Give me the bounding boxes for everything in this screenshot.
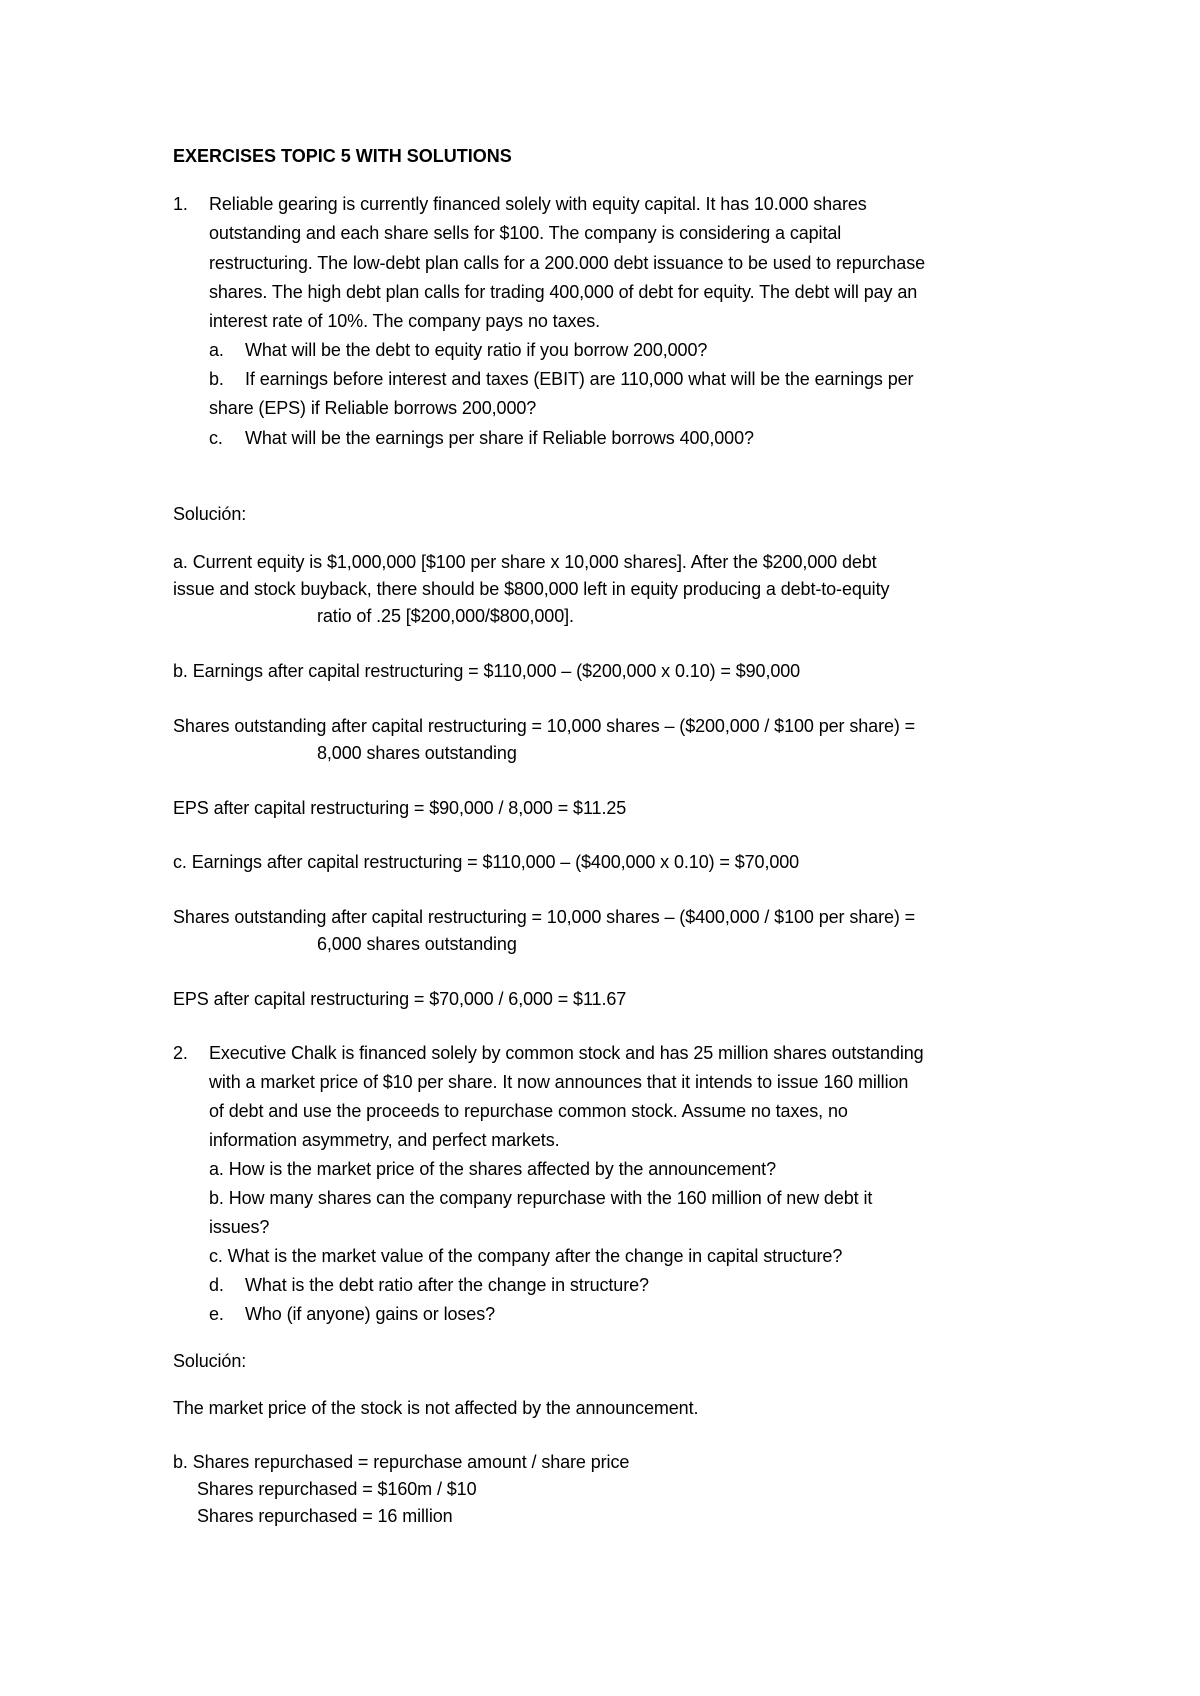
exercise-1-line: outstanding and each share sells for $100. The company is considering a capital <box>209 223 842 243</box>
exercise-1-question-a-letter: a. <box>209 340 224 360</box>
exercise-2-question-e-letter: e. <box>209 1304 224 1324</box>
exercise-2-question-d: What is the debt ratio after the change in structure? <box>245 1275 649 1295</box>
solution-2-line: b. Shares repurchased = repurchase amount / share price <box>173 1452 630 1472</box>
exercise-1-question-b-letter: b. <box>209 369 224 389</box>
solution-1-line: a. Current equity is $1,000,000 [$100 per share x 10,000 shares]. After the $200,000 debt <box>173 552 877 572</box>
exercise-2-line: information asymmetry, and perfect markets. <box>209 1130 560 1150</box>
exercise-2-question-e: Who (if anyone) gains or loses? <box>245 1304 496 1324</box>
exercise-1-line: Reliable gearing is currently financed solely with equity capital. It has 10.000 shares <box>209 194 867 214</box>
solution-2-line: Shares repurchased = $160m / $10 <box>197 1479 477 1499</box>
solution-1-line: b. Earnings after capital restructuring = $110,000 – ($200,000 x 0.10) = $90,000 <box>173 661 801 681</box>
exercise-1-question-c-letter: c. <box>209 428 223 448</box>
exercise-1-line: shares. The high debt plan calls for trading 400,000 of debt for equity. The debt will pay an <box>209 282 918 302</box>
exercise-2-question-d-letter: d. <box>209 1275 224 1295</box>
solution-2-line: The market price of the stock is not affected by the announcement. <box>173 1398 699 1418</box>
exercise-1-question-b: If earnings before interest and taxes (EBIT) are 110,000 what will be the earnings per <box>245 369 914 389</box>
solution-1-line: 6,000 shares outstanding <box>317 934 517 954</box>
solution-1-line: 8,000 shares outstanding <box>317 743 517 763</box>
exercise-2-question-b: b. How many shares can the company repurchase with the 160 million of new debt it <box>209 1188 873 1208</box>
solution-1-line: c. Earnings after capital restructuring = $110,000 – ($400,000 x 0.10) = $70,000 <box>173 852 800 872</box>
exercise-2-line: of debt and use the proceeds to repurchase common stock. Assume no taxes, no <box>209 1101 848 1121</box>
solution-1-line: EPS after capital restructuring = $90,000 / 8,000 = $11.25 <box>173 798 627 818</box>
solution-1-line: Shares outstanding after capital restructuring = 10,000 shares – ($200,000 / $100 per share) = <box>173 716 916 736</box>
exercise-1-line: interest rate of 10%. The company pays no taxes. <box>209 311 601 331</box>
exercise-1-question-c: What will be the earnings per share if Reliable borrows 400,000? <box>245 428 754 448</box>
exercise-2-line: Executive Chalk is financed solely by common stock and has 25 million shares outstanding <box>209 1043 924 1063</box>
exercise-1-question-b-cont: share (EPS) if Reliable borrows 200,000? <box>209 398 537 418</box>
solution-1-heading: Solución: <box>173 504 247 524</box>
exercise-2-line: with a market price of $10 per share. It now announces that it intends to issue 160 million <box>209 1072 909 1092</box>
exercise-2-question-b-cont: issues? <box>209 1217 270 1237</box>
exercise-1-number: 1. <box>173 194 188 214</box>
exercise-1-line: restructuring. The low-debt plan calls for a 200.000 debt issuance to be used to repurchase <box>209 253 926 273</box>
document-title: EXERCISES TOPIC 5 WITH SOLUTIONS <box>173 146 512 166</box>
exercise-2-question-c: c. What is the market value of the company after the change in capital structure? <box>209 1246 843 1266</box>
exercise-2-number: 2. <box>173 1043 188 1063</box>
solution-1-line: EPS after capital restructuring = $70,000 / 6,000 = $11.67 <box>173 989 627 1009</box>
solution-1-line: Shares outstanding after capital restructuring = 10,000 shares – ($400,000 / $100 per share) = <box>173 907 916 927</box>
solution-2-line: Shares repurchased = 16 million <box>197 1506 453 1526</box>
exercise-2-question-a: a. How is the market price of the shares affected by the announcement? <box>209 1159 776 1179</box>
exercise-1-question-a: What will be the debt to equity ratio if you borrow 200,000? <box>245 340 708 360</box>
solution-2-heading: Solución: <box>173 1351 247 1371</box>
solution-1-line: issue and stock buyback, there should be $800,000 left in equity producing a debt-to-equity <box>173 579 890 599</box>
solution-1-line: ratio of .25 [$200,000/$800,000]. <box>317 606 574 626</box>
